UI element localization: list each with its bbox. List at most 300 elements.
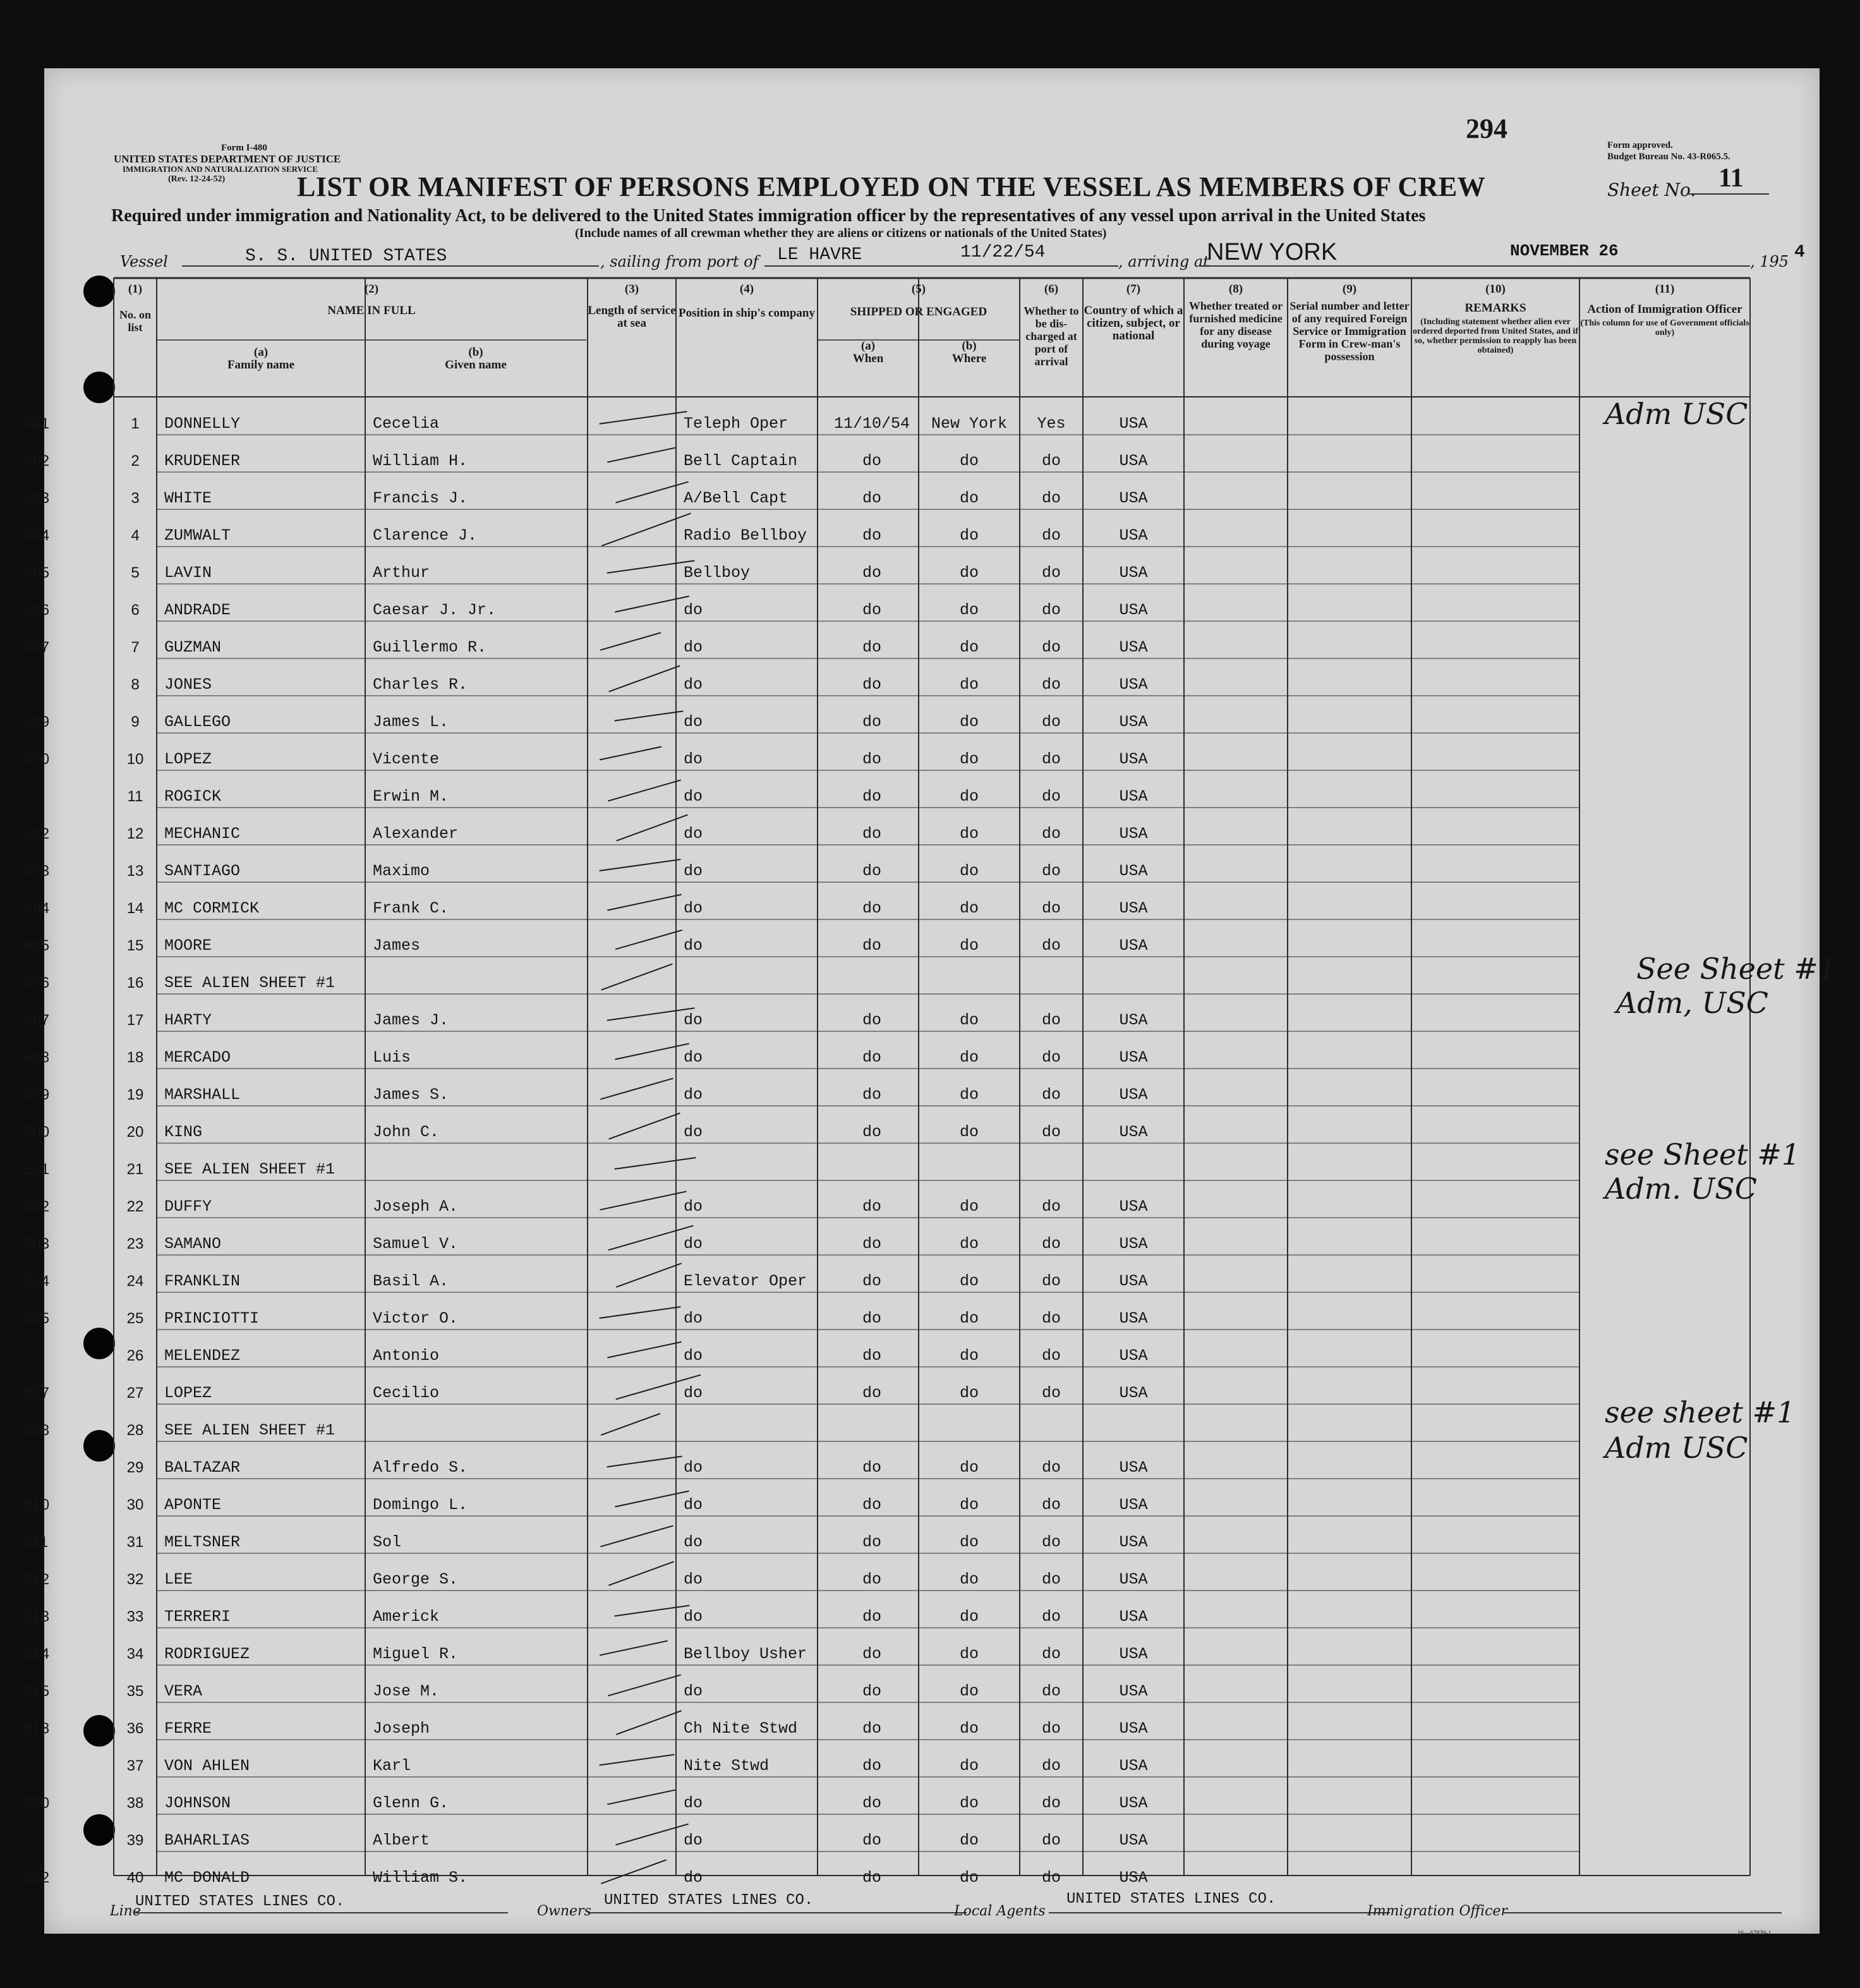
given-name: Glenn G. — [373, 1794, 449, 1812]
family-name: JONES — [164, 676, 212, 694]
engaged-when: do — [862, 1309, 881, 1328]
col5-header: (5) SHIPPED OR ENGAGED — [850, 282, 987, 318]
engaged-where: do — [959, 1496, 979, 1514]
arrival-port: NEW YORK — [1207, 239, 1338, 265]
engaged-where: do — [959, 750, 979, 768]
family-name: MELTSNER — [164, 1533, 241, 1551]
engaged-where: do — [959, 564, 979, 582]
family-name: LEE — [164, 1570, 193, 1589]
col2a-header: (a) Family name — [227, 346, 295, 372]
col2-header: (2) NAME IN FULL — [327, 282, 416, 317]
discharged-flag: do — [1041, 936, 1061, 955]
discharged-flag: do — [1041, 1608, 1061, 1626]
form-approval: Form approved. — [1607, 140, 1673, 150]
margin-number: 487 — [24, 639, 50, 656]
country: USA — [1119, 936, 1148, 955]
discharged-flag: do — [1041, 1309, 1061, 1328]
given-name: Alfredo S. — [373, 1458, 468, 1477]
list-number: 19 — [126, 1086, 144, 1103]
family-name: KING — [164, 1123, 203, 1141]
list-number: 26 — [126, 1347, 144, 1364]
given-name: Domingo L. — [373, 1496, 468, 1514]
country: USA — [1119, 1608, 1148, 1626]
engaged-where: do — [959, 1570, 979, 1589]
country: USA — [1119, 638, 1148, 657]
list-number: 1 — [131, 415, 140, 432]
engaged-when: do — [862, 1794, 881, 1812]
col10-header: (10) REMARKS (Including statement whether alien ever ordered deported from United States, and if so, whether permission to reapply has been obtained) — [1413, 282, 1578, 355]
given-name: Joseph — [373, 1719, 430, 1738]
family-name: LAVIN — [164, 564, 212, 582]
list-number: 28 — [126, 1422, 144, 1439]
discharged-flag: do — [1041, 1719, 1061, 1738]
country: USA — [1119, 1048, 1148, 1067]
discharged-flag: do — [1041, 825, 1061, 843]
engaged-when: do — [862, 1719, 881, 1738]
ship-position: Ch Nite Stwd — [684, 1719, 798, 1738]
list-number: 40 — [126, 1869, 144, 1886]
ship-position: A/Bell Capt — [684, 489, 788, 507]
print-code: 16—67839-1 — [1737, 1930, 1772, 1937]
engaged-when: do — [862, 825, 881, 843]
family-name: SEE ALIEN SHEET #1 — [164, 1421, 335, 1439]
engaged-when: do — [862, 1831, 881, 1850]
officer-annotation: see Sheet #1 — [1605, 1137, 1801, 1172]
budget-bureau: Budget Bureau No. 43-R065.5. — [1607, 152, 1730, 162]
form-id: Form I-480 — [221, 143, 267, 153]
country: USA — [1119, 825, 1148, 843]
margin-number: 522 — [24, 1869, 50, 1886]
family-name: PRINCIOTTI — [164, 1309, 260, 1328]
given-name: John C. — [373, 1123, 440, 1141]
discharged-flag: do — [1041, 899, 1061, 918]
engaged-when: do — [862, 1869, 881, 1887]
col11-header: (11) Action of Immigration Officer (This column for use of Government officials only) — [1580, 282, 1749, 337]
engaged-where: do — [959, 1272, 979, 1290]
discharged-flag: do — [1041, 1496, 1061, 1514]
given-name: James L. — [373, 713, 449, 731]
ship-position: do — [684, 936, 703, 955]
given-name: Alexander — [373, 825, 459, 843]
family-name: GUZMAN — [164, 638, 222, 657]
given-name: Samuel V. — [373, 1235, 459, 1253]
col3-header: (3) Length of service at sea — [588, 282, 676, 330]
engaged-where: do — [959, 601, 979, 619]
ship-position: do — [684, 676, 703, 694]
given-name: Arthur — [373, 564, 430, 582]
ship-position: do — [684, 1197, 703, 1216]
country: USA — [1119, 564, 1148, 582]
discharged-flag: do — [1041, 1645, 1061, 1663]
family-name: BAHARLIAS — [164, 1831, 250, 1850]
given-name: Miguel R. — [373, 1645, 459, 1663]
margin-number: 512 — [24, 1571, 50, 1588]
family-name: LOPEZ — [164, 1384, 212, 1402]
ship-position: do — [684, 1011, 703, 1029]
form-note: (Include names of all crewman whether they are aliens or citizens or nationals of the United States) — [575, 226, 1107, 240]
engaged-where: do — [959, 862, 979, 880]
margin-number: 482 — [24, 452, 50, 470]
ship-position: do — [684, 1533, 703, 1551]
list-number: 16 — [126, 974, 144, 991]
discharged-flag: do — [1041, 1272, 1061, 1290]
col1-header: (1) No. on list — [119, 282, 151, 334]
margin-number: 513 — [24, 1608, 50, 1625]
given-name: Caesar J. Jr. — [373, 601, 497, 619]
given-name: Maximo — [373, 862, 430, 880]
ship-position: do — [684, 1048, 703, 1067]
family-name: BALTAZAR — [164, 1458, 241, 1477]
country: USA — [1119, 1645, 1148, 1663]
family-name: RODRIGUEZ — [164, 1645, 250, 1663]
col6-header: (6) Whether to be dis-charged at port of arrival — [1024, 282, 1079, 368]
family-name: DONNELLY — [164, 415, 241, 433]
given-name: George S. — [373, 1570, 459, 1589]
list-number: 24 — [126, 1273, 144, 1290]
discharged-flag: do — [1041, 638, 1061, 657]
engaged-where: do — [959, 1869, 979, 1887]
country: USA — [1119, 750, 1148, 768]
list-number: 22 — [126, 1198, 144, 1215]
given-name: William H. — [373, 452, 468, 470]
discharged-flag: do — [1041, 1533, 1061, 1551]
engaged-where: do — [959, 1645, 979, 1663]
ship-position: Bell Captain — [684, 452, 798, 470]
engaged-when: do — [862, 526, 881, 545]
engaged-where: do — [959, 1682, 979, 1700]
country: USA — [1119, 713, 1148, 731]
engaged-where: do — [959, 1235, 979, 1253]
family-name: APONTE — [164, 1496, 222, 1514]
engaged-where: New York — [931, 415, 1008, 433]
engaged-where: do — [959, 1794, 979, 1812]
agents-label: Local Agents — [954, 1903, 1046, 1919]
year-suffix: 4 — [1794, 243, 1805, 262]
country: USA — [1119, 787, 1148, 806]
margin-number: 486 — [24, 602, 50, 619]
service-name: IMMIGRATION AND NATURALIZATION SERVICE — [123, 164, 318, 174]
engaged-when: do — [862, 787, 881, 806]
engaged-when: do — [862, 564, 881, 582]
margin-number: 484 — [24, 527, 50, 544]
col4-header: (4) Position in ship's company — [679, 282, 815, 320]
engaged-where: do — [959, 1831, 979, 1850]
discharged-flag: do — [1041, 1048, 1061, 1067]
family-name: ROGICK — [164, 787, 222, 806]
sheet-number: 11 — [1718, 164, 1744, 193]
engaged-when: do — [862, 1682, 881, 1700]
given-name: Karl — [373, 1757, 411, 1775]
officer-annotation: Adm, USC — [1616, 986, 1769, 1020]
discharged-flag: do — [1041, 489, 1061, 507]
engaged-where: do — [959, 1533, 979, 1551]
given-name: Frank C. — [373, 899, 449, 918]
list-number: 39 — [126, 1832, 144, 1849]
given-name: Victor O. — [373, 1309, 459, 1328]
discharged-flag: do — [1041, 1347, 1061, 1365]
ship-position: do — [684, 1794, 703, 1812]
list-number: 20 — [126, 1124, 144, 1141]
year-prefix: , 195 — [1750, 253, 1789, 270]
margin-number: 498 — [24, 1049, 50, 1066]
engaged-when: do — [862, 452, 881, 470]
sailing-date: 11/22/54 — [960, 243, 1046, 262]
list-number: 13 — [126, 863, 144, 880]
country: USA — [1119, 899, 1148, 918]
discharged-flag: Yes — [1037, 415, 1066, 433]
discharged-flag: do — [1041, 862, 1061, 880]
discharged-flag: do — [1041, 452, 1061, 470]
engaged-when: do — [862, 713, 881, 731]
given-name: Jose M. — [373, 1682, 440, 1700]
engaged-where: do — [959, 489, 979, 507]
engaged-when: do — [862, 1048, 881, 1067]
vessel-label: Vessel — [120, 253, 168, 270]
family-name: LOPEZ — [164, 750, 212, 768]
ship-position: do — [684, 1496, 703, 1514]
given-name: Erwin M. — [373, 787, 449, 806]
country: USA — [1119, 1458, 1148, 1477]
given-name: Luis — [373, 1048, 411, 1067]
engaged-where: do — [959, 1608, 979, 1626]
engaged-where: do — [959, 1197, 979, 1216]
family-name: ZUMWALT — [164, 526, 231, 545]
margin-number: 495 — [24, 937, 50, 954]
margin-number: 505 — [24, 1310, 50, 1327]
ship-position: do — [684, 1347, 703, 1365]
family-name: MELENDEZ — [164, 1347, 241, 1365]
family-name: SAMANO — [164, 1235, 222, 1253]
list-number: 6 — [131, 602, 140, 619]
discharged-flag: do — [1041, 676, 1061, 694]
family-name: SANTIAGO — [164, 862, 241, 880]
engaged-where: do — [959, 1458, 979, 1477]
engaged-when: do — [862, 1011, 881, 1029]
engaged-where: do — [959, 936, 979, 955]
family-name: VON AHLEN — [164, 1757, 250, 1775]
officer-annotation: See Sheet #1 — [1636, 952, 1837, 986]
margin-number: 497 — [24, 1012, 50, 1029]
country: USA — [1119, 1011, 1148, 1029]
given-name: James J. — [373, 1011, 449, 1029]
family-name: MECHANIC — [164, 825, 241, 843]
country: USA — [1119, 1123, 1148, 1141]
discharged-flag: do — [1041, 787, 1061, 806]
list-number: 29 — [126, 1459, 144, 1476]
engaged-where: do — [959, 1123, 979, 1141]
col2b-header: (b) Given name — [445, 346, 507, 372]
list-number: 27 — [126, 1385, 144, 1402]
given-name: Cecilio — [373, 1384, 440, 1402]
col8-header: (8) Whether treated or furnished medicine for any disease during voyage — [1188, 282, 1283, 350]
list-number: 37 — [126, 1757, 144, 1774]
given-name: Clarence J. — [373, 526, 478, 545]
engaged-where: do — [959, 1719, 979, 1738]
discharged-flag: do — [1041, 1086, 1061, 1104]
engaged-when: do — [862, 489, 881, 507]
engaged-where: do — [959, 1757, 979, 1775]
form-revision: (Rev. 12-24-52) — [168, 174, 226, 184]
ship-position: Elevator Oper — [684, 1272, 807, 1290]
country: USA — [1119, 1570, 1148, 1589]
given-name: Francis J. — [373, 489, 468, 507]
ship-position: do — [684, 1235, 703, 1253]
ship-position: do — [684, 1682, 703, 1700]
country: USA — [1119, 1309, 1148, 1328]
ship-position: do — [684, 638, 703, 657]
country: USA — [1119, 1197, 1148, 1216]
family-name: FRANKLIN — [164, 1272, 241, 1290]
ship-position: do — [684, 1384, 703, 1402]
ship-position: do — [684, 862, 703, 880]
col5a-header: (a) When — [852, 339, 884, 365]
margin-number: 499 — [24, 1086, 50, 1103]
country: USA — [1119, 676, 1148, 694]
ship-position: do — [684, 1309, 703, 1328]
engaged-when: do — [862, 1570, 881, 1589]
margin-number: 496 — [24, 974, 50, 991]
margin-number: 510 — [24, 1496, 50, 1513]
country: USA — [1119, 1533, 1148, 1551]
list-number: 15 — [126, 937, 144, 954]
engaged-where: do — [959, 676, 979, 694]
list-number: 18 — [126, 1049, 144, 1066]
ship-position: do — [684, 899, 703, 918]
engaged-where: do — [959, 1048, 979, 1067]
list-number: 23 — [126, 1235, 144, 1252]
engaged-where: do — [959, 1011, 979, 1029]
engaged-when: do — [862, 676, 881, 694]
country: USA — [1119, 1086, 1148, 1104]
given-name: William S. — [373, 1869, 468, 1887]
ship-position: do — [684, 1123, 703, 1141]
given-name: Antonio — [373, 1347, 440, 1365]
engaged-where: do — [959, 787, 979, 806]
engaged-where: do — [959, 825, 979, 843]
engaged-where: do — [959, 713, 979, 731]
engaged-when: do — [862, 1272, 881, 1290]
ship-position: do — [684, 1086, 703, 1104]
margin-number: 490 — [24, 751, 50, 768]
engaged-when: 11/10/54 — [833, 415, 910, 433]
engaged-when: do — [862, 750, 881, 768]
officer-annotation: Adm USC — [1605, 1431, 1748, 1465]
country: USA — [1119, 526, 1148, 545]
engaged-when: do — [862, 1123, 881, 1141]
margin-number: 503 — [24, 1235, 50, 1252]
engaged-where: do — [959, 452, 979, 470]
engaged-when: do — [862, 1533, 881, 1551]
given-name: Vicente — [373, 750, 440, 768]
engaged-when: do — [862, 862, 881, 880]
family-name: MC CORMICK — [164, 899, 260, 918]
ship-position: Teleph Oper — [684, 415, 788, 433]
discharged-flag: do — [1041, 1235, 1061, 1253]
engaged-when: do — [862, 1384, 881, 1402]
discharged-flag: do — [1041, 1682, 1061, 1700]
ship-position: do — [684, 1570, 703, 1589]
margin-number: 502 — [24, 1198, 50, 1215]
list-number: 10 — [126, 751, 144, 768]
family-name: GALLEGO — [164, 713, 231, 731]
margin-number: 520 — [24, 1795, 50, 1812]
family-name: MC DONALD — [164, 1869, 250, 1887]
line-value: UNITED STATES LINES CO. — [135, 1893, 345, 1910]
list-number: 2 — [131, 452, 140, 470]
given-name: Americk — [373, 1608, 440, 1626]
list-number: 12 — [126, 825, 144, 842]
departure-port: LE HAVRE — [777, 245, 862, 265]
officer-annotation: Adm USC — [1605, 397, 1748, 431]
list-number: 4 — [131, 527, 140, 544]
engaged-when: do — [862, 1757, 881, 1775]
given-name: Guillermo R. — [373, 638, 487, 657]
col7-header: (7) Country of which a citizen, subject, or national — [1084, 282, 1183, 342]
engaged-when: do — [862, 1235, 881, 1253]
list-number: 11 — [127, 788, 143, 805]
arriving-label: , arriving at — [1118, 253, 1209, 270]
engaged-when: do — [862, 1608, 881, 1626]
given-name: Sol — [373, 1533, 402, 1551]
owners-value: UNITED STATES LINES CO. — [604, 1892, 814, 1909]
list-number: 31 — [126, 1534, 144, 1551]
country: USA — [1119, 1384, 1148, 1402]
given-name: James — [373, 936, 421, 955]
ship-position: do — [684, 601, 703, 619]
ship-position: do — [684, 713, 703, 731]
family-name: SEE ALIEN SHEET #1 — [164, 974, 335, 992]
country: USA — [1119, 1869, 1148, 1887]
col5b-header: (b) Where — [951, 339, 987, 365]
ship-position: Nite Stwd — [684, 1757, 770, 1775]
manifest-sheet — [24, 68, 1837, 1937]
margin-number: 485 — [24, 564, 50, 581]
discharged-flag: do — [1041, 601, 1061, 619]
country: USA — [1119, 1347, 1148, 1365]
country: USA — [1119, 415, 1148, 433]
given-name: Charles R. — [373, 676, 468, 694]
discharged-flag: do — [1041, 1197, 1061, 1216]
ship-position: do — [684, 1458, 703, 1477]
ship-position: do — [684, 1831, 703, 1850]
margin-number: 504 — [24, 1273, 50, 1290]
engaged-when: do — [862, 1086, 881, 1104]
family-name: KRUDENER — [164, 452, 241, 470]
engaged-when: do — [862, 638, 881, 657]
engaged-where: do — [959, 1384, 979, 1402]
family-name: WHITE — [164, 489, 212, 507]
country: USA — [1119, 1719, 1148, 1738]
form-title: LIST OR MANIFEST OF PERSONS EMPLOYED ON THE VESSEL AS MEMBERS OF CREW — [297, 171, 1486, 202]
discharged-flag: do — [1041, 1384, 1061, 1402]
margin-number: 483 — [24, 490, 50, 507]
country: USA — [1119, 1831, 1148, 1850]
arrival-date: NOVEMBER 26 — [1510, 241, 1619, 260]
discharged-flag: do — [1041, 1458, 1061, 1477]
list-number: 8 — [131, 676, 140, 693]
family-name: FERRE — [164, 1719, 212, 1738]
discharged-flag: do — [1041, 526, 1061, 545]
engaged-where: do — [959, 1309, 979, 1328]
country: USA — [1119, 1794, 1148, 1812]
margin-number: 507 — [24, 1385, 50, 1402]
discharged-flag: do — [1041, 1794, 1061, 1812]
engaged-where: do — [959, 899, 979, 918]
country: USA — [1119, 1235, 1148, 1253]
list-number: 14 — [126, 900, 144, 917]
country: USA — [1119, 1496, 1148, 1514]
given-name: Basil A. — [373, 1272, 449, 1290]
